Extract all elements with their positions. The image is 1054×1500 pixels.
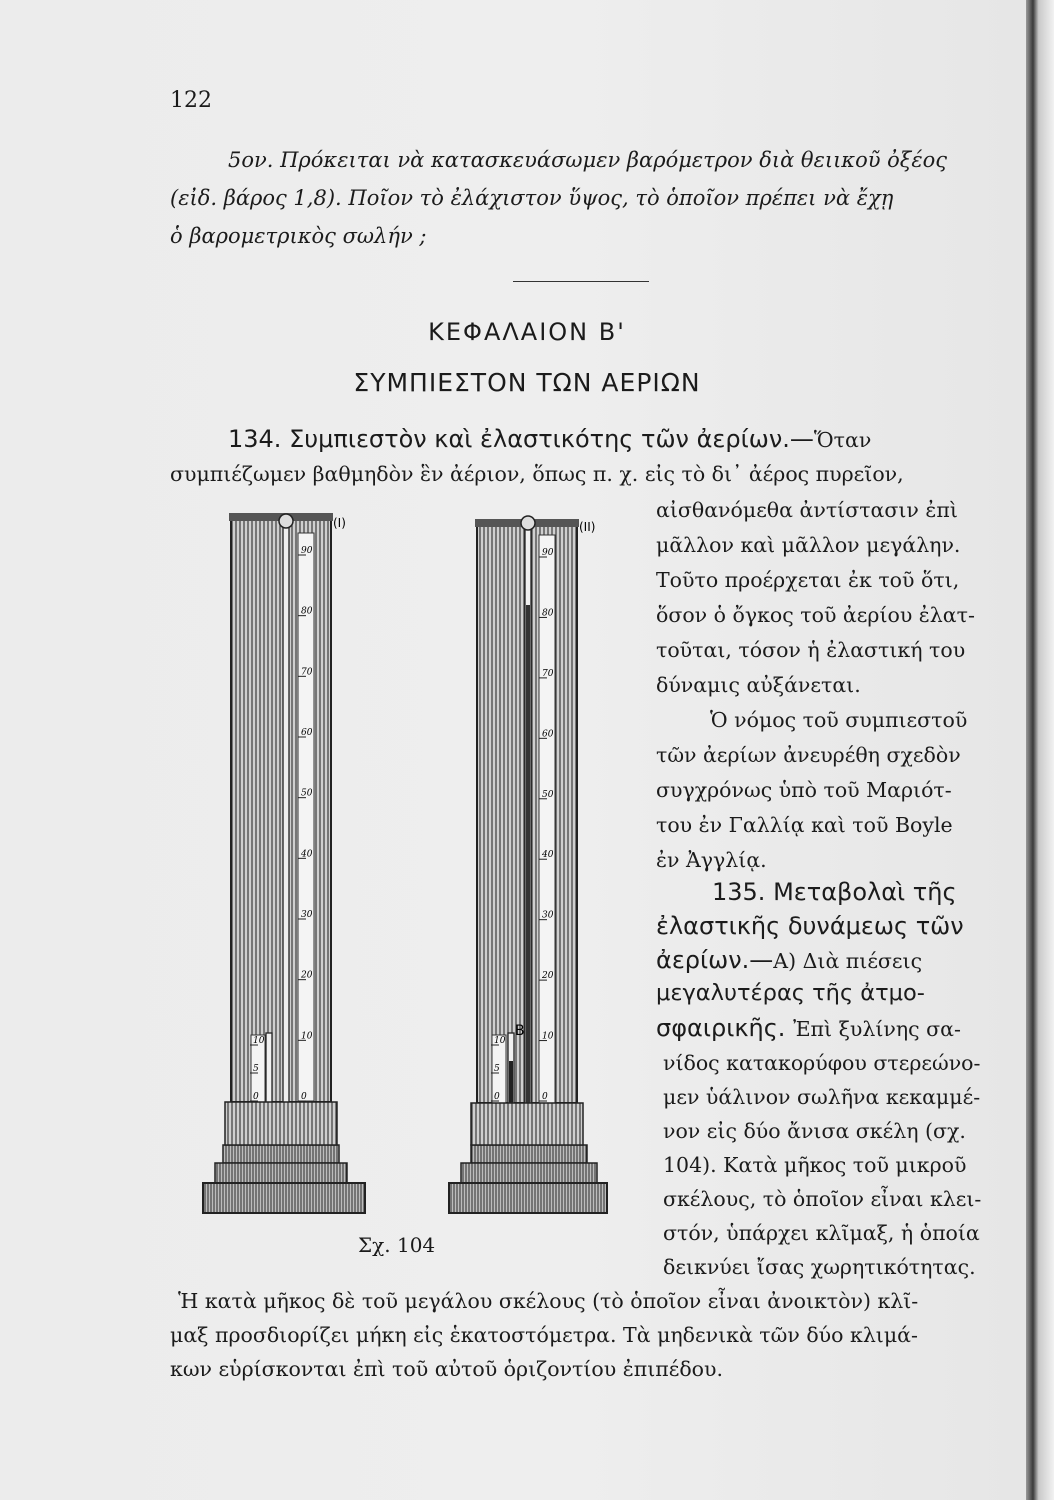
section-135-text: μεν ὑάλινον σωλῆνα κεκαμμέ- — [663, 1085, 981, 1109]
section-135-text: κων εὑρίσκονται ἐπὶ τοῦ αὐτοῦ ὁριζοντίου ἐπιπέδου. — [170, 1357, 723, 1381]
apparatus-1 — [203, 513, 365, 1213]
page-number: 122 — [170, 88, 212, 113]
section-135-text: νίδος κατακορύφου στερεώνο- — [663, 1051, 981, 1075]
section-134-text: συμπιέζωμεν βαθμηδὸν ἓν ἀέριον, ὅπως π. χ. εἰς τὸ δι᾿ ἀέρος πυρεῖον, — [170, 462, 904, 486]
section-134-text: του ἐν Γαλλίᾳ καὶ τοῦ Boyle — [656, 813, 953, 837]
section-134-text: ἐν Ἀγγλίᾳ. — [656, 848, 767, 872]
section-135-heading-line — [656, 1014, 961, 1042]
exercise-line: 5ον. Πρόκειται νὰ κατασκευάσωμεν βαρόμετρον διὰ θειικοῦ ὀξέος — [228, 148, 948, 172]
long-scale-2-tick-label: 30 — [542, 910, 554, 921]
long-scale-1-tick-label: 0 — [301, 1092, 307, 1102]
long-scale-2-tick-label: 80 — [542, 608, 554, 619]
point-label: B — [515, 1023, 525, 1039]
chapter-title: ΚΕΦΑΛΑΙΟΝ Β' — [428, 318, 626, 346]
short-scale-1-tick-label: 0 — [253, 1092, 259, 1102]
section-135-text: μαξ προσδιορίζει μήκη εἰς ἑκατοστόμετρα. Τὰ μηδενικὰ τῶν δύο κλιμά- — [170, 1323, 918, 1347]
tube-funnel-2 — [521, 516, 535, 530]
section-135-heading: 135. Μεταβολαὶ τῆς — [712, 878, 957, 906]
section-134-text: ὅσον ὁ ὄγκος τοῦ ἀερίου ἐλατ- — [656, 603, 975, 627]
long-scale-2-tick-label: 90 — [542, 548, 554, 558]
long-scale-1-tick-label: 10 — [301, 1031, 313, 1042]
short-scale-1-tick-label: 10 — [253, 1036, 265, 1046]
long-scale-1 — [298, 533, 314, 1101]
long-scale-1-tick-label: 20 — [301, 970, 313, 981]
section-134-text: συγχρόνως ὑπὸ τοῦ Μαριότ- — [656, 778, 952, 802]
long-scale-1-tick-label: 70 — [301, 667, 313, 678]
section-134-text: τῶν ἀερίων ἀνευρέθη σχεδὸν — [656, 743, 961, 767]
figure-104 — [195, 505, 625, 1225]
long-scale-2-tick-label: 20 — [542, 971, 554, 982]
apparatus-label: (Ι) — [333, 516, 346, 530]
section-134-heading: 134. Συμπιεστὸν καὶ ἐλαστικότης τῶν ἀερίων.— — [228, 425, 814, 453]
long-scale-1-tick-label: 50 — [301, 788, 313, 799]
short-scale-2-tick-label: 5 — [494, 1064, 500, 1074]
long-scale-1-tick-label: 30 — [301, 910, 313, 920]
exercise-line: (εἰδ. βάρος 1,8). Ποῖον τὸ ἐλάχιστον ὕψος, τὸ ὁποῖον πρέπει νὰ ἔχῃ — [170, 186, 894, 210]
section-135-heading: ἐλαστικῆς δυνάμεως τῶν — [656, 912, 964, 940]
section-134-text: Ὅταν — [813, 428, 872, 452]
section-134-text: τοῦται, τόσον ἡ ἐλαστική του — [656, 638, 966, 662]
exercise-line: ὁ βαρομετρικὸς σωλήν ; — [170, 224, 427, 248]
plinth-1 — [215, 1163, 347, 1183]
long-scale-1-tick-label: 80 — [301, 606, 313, 617]
long-scale-2-tick-label: 10 — [542, 1031, 554, 1042]
long-scale-1-tick-label: 40 — [301, 849, 313, 860]
long-scale-2-tick-label: 0 — [542, 1092, 548, 1102]
section-134-text: δύναμις αὐξάνεται. — [656, 673, 861, 697]
case-a-label: Α) Διὰ πιέσεις — [773, 949, 923, 973]
plinth-1 — [223, 1145, 339, 1163]
plinth-2 — [461, 1163, 597, 1183]
board-1 — [231, 517, 331, 1102]
short-scale-1-tick-label: 5 — [253, 1064, 259, 1074]
section-134-text: μᾶλλον καὶ μᾶλλον μεγάλην. — [656, 533, 961, 557]
long-scale-2-tick-label: 60 — [542, 729, 554, 740]
open-tube-1 — [283, 525, 289, 1115]
plinth-2 — [471, 1145, 587, 1163]
long-scale-2-tick-label: 50 — [542, 789, 554, 800]
long-scale-2 — [539, 535, 555, 1103]
section-135-heading: σφαιρικῆς. — [656, 1014, 786, 1042]
section-135-bold-line: μεγαλυτέρας τῆς ἀτμο- — [656, 980, 925, 1006]
section-135-text: Ἡ κατὰ μῆκος δὲ τοῦ μεγάλου σκέλους (τὸ ὁποῖον εἶναι ἀνοικτὸν) κλῖ- — [178, 1289, 919, 1313]
base-1 — [203, 1183, 365, 1213]
short-scale-2-tick-label: 10 — [494, 1036, 506, 1046]
section-135-text: δεικνύει ἴσας χωρητικότητας. — [663, 1255, 976, 1279]
long-scale-1-tick-label: 90 — [301, 546, 313, 556]
section-134-text: Τοῦτο προέρχεται ἐκ τοῦ ὅτι, — [656, 568, 960, 592]
section-135-text: νον εἰς δύο ἄνισα σκέλη (σχ. — [663, 1119, 966, 1143]
tube-funnel-1 — [279, 514, 293, 528]
section-title: ΣΥΜΠΙΕΣΤΟΝ ΤΩΝ ΑΕΡΙΩΝ — [353, 368, 701, 397]
section-135-text: στόν, ὑπάρχει κλῖμαξ, ἡ ὁποία — [663, 1221, 980, 1245]
section-134-heading-line — [228, 425, 871, 453]
long-scale-1-tick-label: 60 — [301, 728, 313, 738]
board-foot-1 — [225, 1102, 337, 1145]
figure-caption: Σχ. 104 — [358, 1233, 436, 1257]
section-134-text: αἰσθανόμεθα ἀντίστασιν ἐπὶ — [656, 498, 958, 522]
section-135-heading-line — [656, 946, 922, 974]
base-2 — [449, 1183, 607, 1213]
mercury-column-long — [526, 605, 530, 1113]
short-scale-2-tick-label: 0 — [494, 1092, 500, 1102]
section-135-text: σκέλους, τὸ ὁποῖον εἶναι κλει- — [663, 1187, 982, 1211]
section-135-text: Ἐπὶ ξυλίνης σα- — [793, 1017, 961, 1041]
long-scale-2-tick-label: 40 — [542, 850, 554, 861]
section-134-text: Ὁ νόμος τοῦ συμπιεστοῦ — [710, 708, 968, 732]
apparatus-2 — [449, 516, 607, 1213]
section-135-heading: ἀερίων.— — [656, 946, 774, 974]
long-scale-2-tick-label: 70 — [542, 668, 554, 679]
apparatus-label: (ΙΙ) — [579, 520, 596, 534]
section-135-text: 104). Κατὰ μῆκος τοῦ μικροῦ — [663, 1153, 967, 1177]
board-foot-2 — [471, 1103, 583, 1145]
separator-rule — [513, 281, 649, 282]
book-spine — [1026, 0, 1054, 1500]
